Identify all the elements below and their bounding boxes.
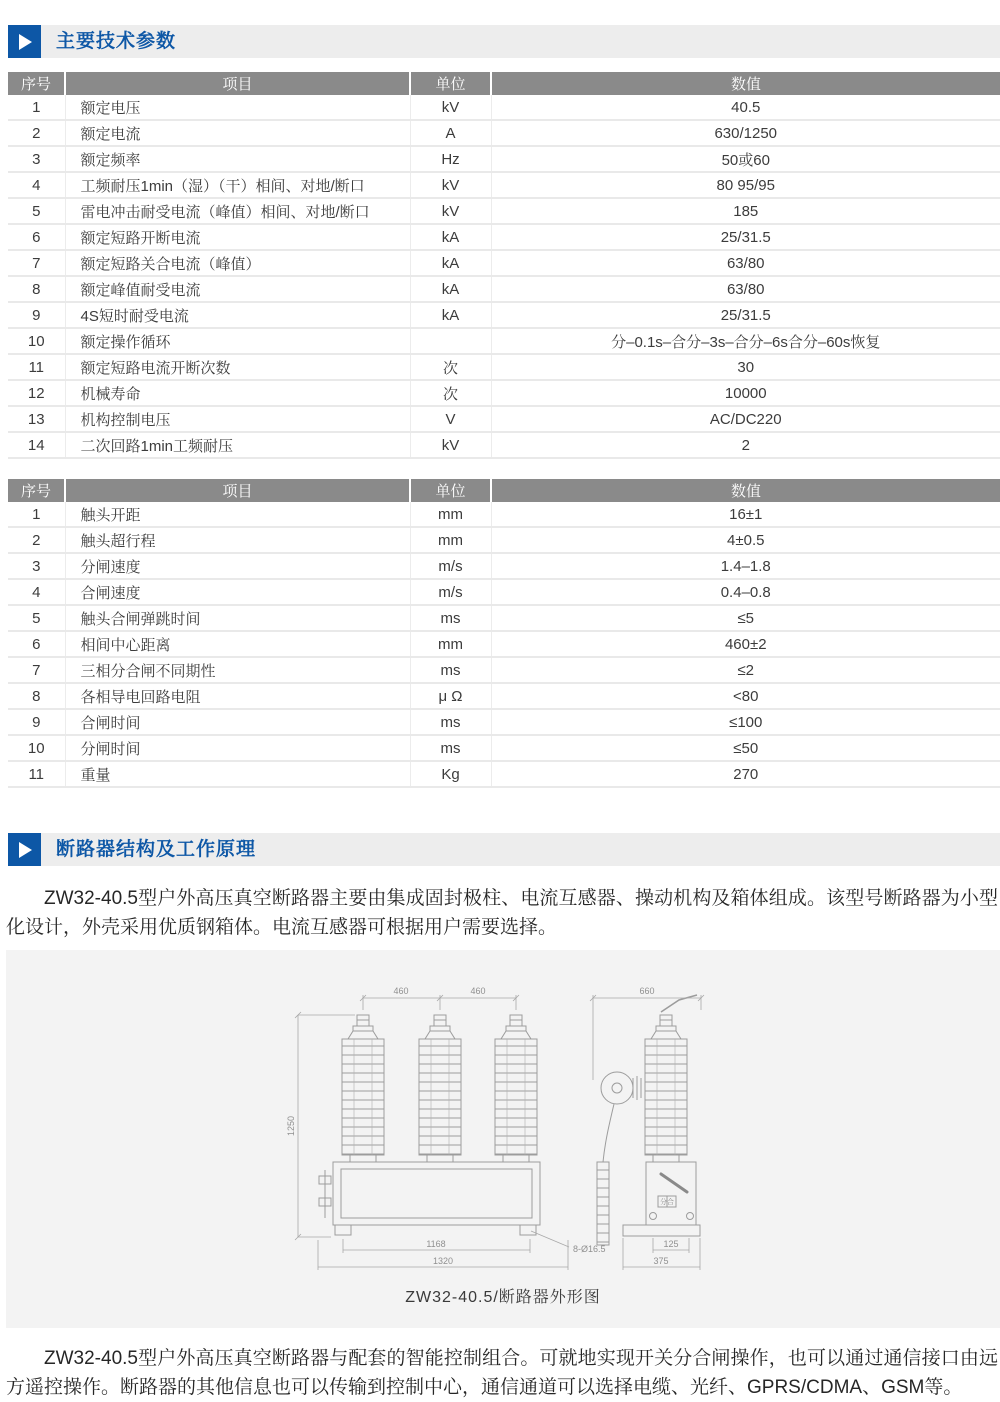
table-cell: 机械寿命 [65, 380, 410, 406]
table-cell [410, 328, 491, 354]
table-cell: 8 [8, 683, 65, 709]
table-row [8, 302, 1000, 328]
table-cell: 460±2 [491, 631, 1000, 657]
outline-drawing-svg [11, 950, 995, 1280]
table-cell: kA [410, 302, 491, 328]
mechanical-parameters-table [8, 479, 1000, 788]
table-cell: 9 [8, 302, 65, 328]
table-cell: kV [410, 95, 491, 120]
table-cell: 次 [410, 380, 491, 406]
table-cell: 合闸时间 [65, 709, 410, 735]
table-cell: 50或60 [491, 146, 1000, 172]
table-cell: 0.4–0.8 [491, 579, 1000, 605]
table-row [8, 579, 1000, 605]
table-cell: 额定操作循环 [65, 328, 410, 354]
table-row [8, 354, 1000, 380]
table-row [8, 198, 1000, 224]
col-header-unit: 单位 [410, 72, 491, 95]
table-cell: 270 [491, 761, 1000, 787]
table-row [8, 406, 1000, 432]
table-cell: 63/80 [491, 250, 1000, 276]
dim-holes: 8-Ø16.5 [573, 1244, 606, 1254]
table-cell: 11 [8, 761, 65, 787]
table-cell: 40.5 [491, 95, 1000, 120]
table-cell: 80 95/95 [491, 172, 1000, 198]
figure-outline-drawing [6, 950, 1000, 1328]
electrical-parameters-table [8, 72, 1000, 459]
open-close-label: 分合 [660, 1199, 674, 1206]
table-cell: 额定短路开断电流 [65, 224, 410, 250]
col-header-value: 数值 [491, 72, 1000, 95]
table-cell: 10000 [491, 380, 1000, 406]
table-cell: 63/80 [491, 276, 1000, 302]
table-cell: mm [410, 527, 491, 553]
dim-span-left: 460 [393, 986, 409, 996]
table-cell: 工频耐压1min（湿）（干）相间、对地/断口 [65, 172, 410, 198]
table-cell: 2 [8, 120, 65, 146]
table-row [8, 380, 1000, 406]
table-cell: 2 [491, 432, 1000, 458]
table-cell: 雷电冲击耐受电流（峰值）相间、对地/断口 [65, 198, 410, 224]
table-cell: 4±0.5 [491, 527, 1000, 553]
table-cell: 触头合闸弹跳时间 [65, 605, 410, 631]
top-jumper [661, 995, 697, 1012]
table-row [8, 224, 1000, 250]
table-cell: 630/1250 [491, 120, 1000, 146]
table-cell: 次 [410, 354, 491, 380]
table-cell: 1 [8, 95, 65, 120]
table-cell: 重量 [65, 761, 410, 787]
table-row [8, 146, 1000, 172]
table-cell: 12 [8, 380, 65, 406]
table-cell: 2 [8, 527, 65, 553]
table-cell: 9 [8, 709, 65, 735]
dim-side-width: 660 [639, 986, 655, 996]
table-cell: ms [410, 709, 491, 735]
col-header-index: 序号 [8, 479, 65, 502]
col-header-value: 数值 [491, 479, 1000, 502]
table-header-row [8, 72, 1000, 95]
table-cell: kA [410, 224, 491, 250]
table-cell: 机构控制电压 [65, 406, 410, 432]
table-row [8, 276, 1000, 302]
front-view [319, 1015, 540, 1235]
paragraph-control: ZW32-40.5型户外高压真空断路器与配套的智能控制组合。可就地实现开关分合闸操作，也可以通过通信接口由远方遥控操作。断路器的其他信息也可以传输到控制中心，通信通道可以选择电缆、光纤、GPRS/CDMA、GSM等。 [6, 1348, 998, 1398]
table-cell: m/s [410, 579, 491, 605]
table-cell: 8 [8, 276, 65, 302]
col-header-item: 项目 [65, 72, 410, 95]
table-cell: mm [410, 631, 491, 657]
play-icon [8, 25, 41, 58]
side-view [597, 995, 700, 1245]
table-cell: 10 [8, 735, 65, 761]
col-header-index: 序号 [8, 72, 65, 95]
table-cell: 额定短路电流开断次数 [65, 354, 410, 380]
table-cell: 6 [8, 224, 65, 250]
table-cell: 10 [8, 328, 65, 354]
table-cell: ≤100 [491, 709, 1000, 735]
table-cell: 5 [8, 605, 65, 631]
table-cell: 各相导电回路电阻 [65, 683, 410, 709]
table-cell: ms [410, 605, 491, 631]
table-cell: 合闸速度 [65, 579, 410, 605]
table-cell: Hz [410, 146, 491, 172]
dim-base-inner: 1168 [426, 1239, 446, 1249]
table-cell: Kg [410, 761, 491, 787]
table-cell: 185 [491, 198, 1000, 224]
figure-caption: ZW32-40.5/断路器外形图 [405, 1289, 601, 1306]
table-cell: ms [410, 657, 491, 683]
paragraph-structure: ZW32-40.5型户外高压真空断路器主要由集成固封极柱、电流互感器、操动机构及箱体组成。该型号断路器为小型化设计，外壳采用优质钢箱体。电流互感器可根据用户需要选择。 [6, 888, 998, 938]
table-row [8, 657, 1000, 683]
table-cell: 触头超行程 [65, 527, 410, 553]
dim-side-base-outer: 375 [653, 1256, 669, 1266]
table-cell: ≤2 [491, 657, 1000, 683]
table-cell: 分闸速度 [65, 553, 410, 579]
table-row [8, 553, 1000, 579]
table-row [8, 328, 1000, 354]
table-cell: 额定峰值耐受电流 [65, 276, 410, 302]
dim-height: 1250 [286, 1115, 296, 1137]
table-cell: 分闸时间 [65, 735, 410, 761]
table-cell: μ Ω [410, 683, 491, 709]
table-row [8, 502, 1000, 527]
table-row [8, 631, 1000, 657]
table-cell: 1.4–1.8 [491, 553, 1000, 579]
ct-sensor [597, 1072, 645, 1245]
triangle-glyph [19, 34, 32, 50]
table-cell: 30 [491, 354, 1000, 380]
table-cell: ≤50 [491, 735, 1000, 761]
table-cell: kV [410, 172, 491, 198]
table-row [8, 120, 1000, 146]
section-header-structure [8, 833, 1000, 866]
table-cell: 14 [8, 432, 65, 458]
table-row [8, 172, 1000, 198]
table-cell: 4S短时耐受电流 [65, 302, 410, 328]
table-cell: 3 [8, 553, 65, 579]
table-cell: 1 [8, 502, 65, 527]
table-cell: V [410, 406, 491, 432]
table-cell: ≤5 [491, 605, 1000, 631]
table-cell: 7 [8, 250, 65, 276]
table-cell: 分–0.1s–合分–3s–合分–6s合分–60s恢复 [491, 328, 1000, 354]
table-cell: 额定电流 [65, 120, 410, 146]
table-cell: 额定短路关合电流（峰值） [65, 250, 410, 276]
dim-side-base-inner: 125 [663, 1239, 679, 1249]
table-cell: 3 [8, 146, 65, 172]
table-cell: 4 [8, 172, 65, 198]
table-cell: A [410, 120, 491, 146]
table-row [8, 527, 1000, 553]
table-cell: AC/DC220 [491, 406, 1000, 432]
table-cell: 相间中心距离 [65, 631, 410, 657]
table-cell: 25/31.5 [491, 224, 1000, 250]
table-cell: 触头开距 [65, 502, 410, 527]
table-cell: 5 [8, 198, 65, 224]
table-cell: 额定电压 [65, 95, 410, 120]
table-cell: ms [410, 735, 491, 761]
table-cell: 4 [8, 579, 65, 605]
col-header-item: 项目 [65, 479, 410, 502]
table-cell: 11 [8, 354, 65, 380]
table-cell: 7 [8, 657, 65, 683]
table-cell: kV [410, 432, 491, 458]
table-cell: kA [410, 276, 491, 302]
section-title-main-params: 主要技术参数 [56, 31, 177, 52]
table-row [8, 95, 1000, 120]
table-cell: 额定频率 [65, 146, 410, 172]
breaker-box [319, 1162, 540, 1235]
table-cell: 二次回路1min工频耐压 [65, 432, 410, 458]
table-cell: mm [410, 502, 491, 527]
table-cell: 13 [8, 406, 65, 432]
table-row [8, 250, 1000, 276]
table-row [8, 683, 1000, 709]
table-header-row [8, 479, 1000, 502]
table-cell: kA [410, 250, 491, 276]
table-cell: m/s [410, 553, 491, 579]
section-header-main-params [8, 25, 1000, 58]
table-row [8, 605, 1000, 631]
table-row [8, 432, 1000, 458]
table-row [8, 709, 1000, 735]
table-row [8, 761, 1000, 787]
table-cell: 16±1 [491, 502, 1000, 527]
table-cell: <80 [491, 683, 1000, 709]
table-row [8, 735, 1000, 761]
dim-span-right: 460 [470, 986, 486, 996]
table-cell: 6 [8, 631, 65, 657]
play-icon [8, 833, 41, 866]
table-cell: 三相分合闸不同期性 [65, 657, 410, 683]
col-header-unit: 单位 [410, 479, 491, 502]
triangle-glyph [19, 842, 32, 858]
section-title-structure: 断路器结构及工作原理 [56, 839, 257, 860]
table-cell: 25/31.5 [491, 302, 1000, 328]
dim-base-outer: 1320 [432, 1256, 454, 1266]
table-cell: kV [410, 198, 491, 224]
